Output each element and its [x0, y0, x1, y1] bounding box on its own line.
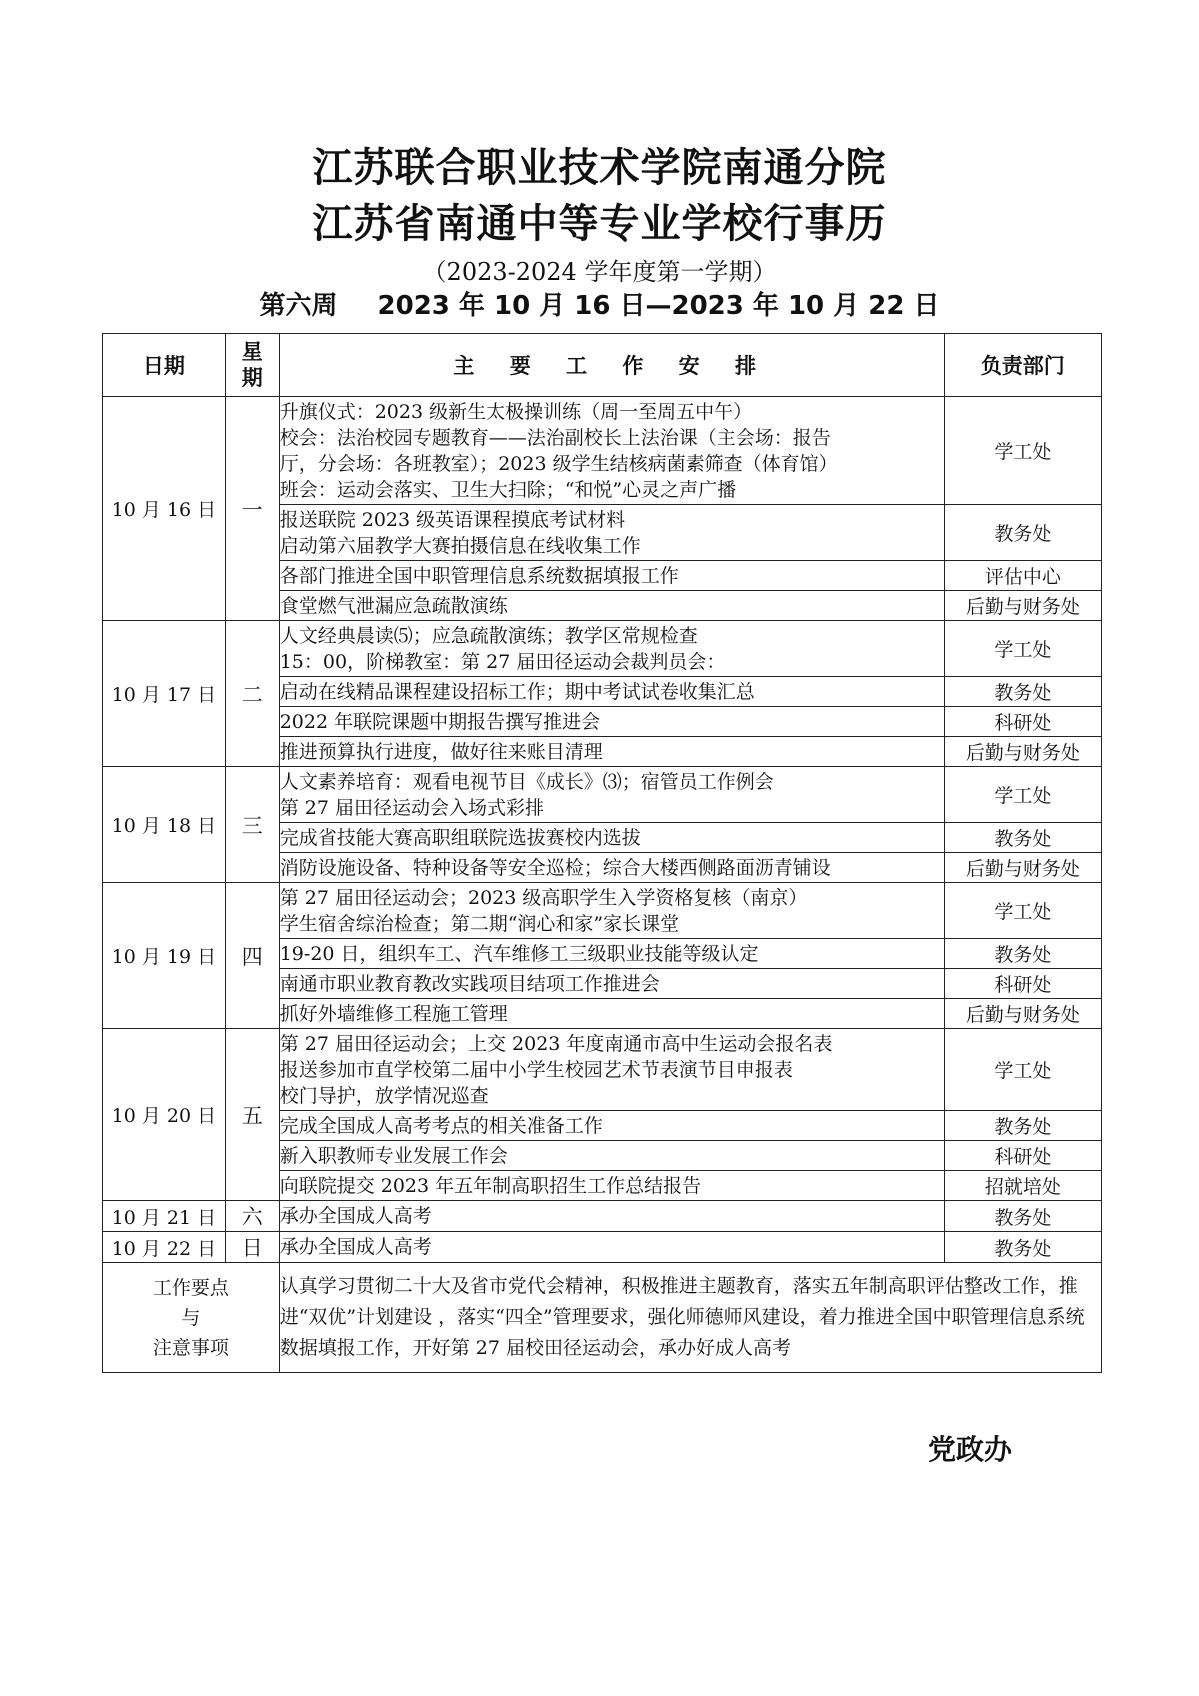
responsible-dept: 后勤与财务处 — [944, 591, 1101, 621]
header-weekday — [225, 334, 279, 397]
week-label: 第六周 — [259, 291, 338, 321]
work-item — [279, 1201, 944, 1232]
responsible-dept: 教务处 — [944, 823, 1101, 853]
notes-row — [103, 1263, 1102, 1373]
responsible-dept: 后勤与财务处 — [944, 853, 1101, 883]
day-date: 10 月 19 日 — [103, 883, 226, 1029]
work-item — [279, 677, 944, 707]
work-line: 2022 年联院课题中期报告撰写推进会 — [279, 710, 601, 733]
table-row — [103, 767, 1102, 823]
work-line: 人文经典晨读⑸；应急疏散演练；教学区常规检查 — [279, 624, 698, 647]
day-date: 10 月 18 日 — [103, 767, 226, 883]
work-line: 19-20 日，组织车工、汽车维修工三级职业技能等级认定 — [279, 942, 759, 965]
work-line: 推进预算执行进度，做好往来账目清理 — [279, 740, 603, 763]
work-item — [279, 737, 944, 767]
day-weekday: 三 — [225, 767, 279, 883]
responsible-dept: 科研处 — [944, 707, 1101, 737]
day-weekday: 四 — [225, 883, 279, 1029]
work-line: 第 27 届田径运动会；2023 级高职学生入学资格复核（南京） — [279, 886, 808, 909]
responsible-dept: 学工处 — [944, 621, 1101, 677]
table-row — [103, 1232, 1102, 1263]
header-weekday-line2: 期 — [241, 366, 263, 390]
week-range: 2023 年 10 月 16 日—2023 年 10 月 22 日 — [377, 291, 940, 321]
responsible-dept: 教务处 — [944, 1201, 1101, 1232]
day-weekday: 六 — [225, 1201, 279, 1232]
work-item — [279, 505, 944, 561]
work-item — [279, 707, 944, 737]
work-item — [279, 1171, 944, 1201]
responsible-dept: 科研处 — [944, 969, 1101, 999]
work-item — [279, 883, 944, 939]
header — [0, 140, 1199, 324]
work-line: 各部门推进全国中职管理信息系统数据填报工作 — [279, 564, 679, 587]
work-line: 抓好外墙维修工程施工管理 — [279, 1002, 508, 1025]
header-work: 主 要 工 作 安 排 — [279, 334, 944, 397]
work-line: 学生宿舍综治检查；第二期“润心和家”家长课堂 — [279, 912, 680, 935]
work-item — [279, 1141, 944, 1171]
table-row — [103, 1029, 1102, 1111]
work-line: 消防设施设备、特种设备等安全巡检；综合大楼西侧路面沥青铺设 — [279, 856, 831, 879]
schedule-body — [103, 397, 1102, 1263]
day-date: 10 月 21 日 — [103, 1201, 226, 1232]
notes-label — [103, 1263, 280, 1373]
responsible-dept: 后勤与财务处 — [944, 737, 1101, 767]
responsible-dept: 教务处 — [944, 677, 1101, 707]
responsible-dept: 招就培处 — [944, 1171, 1101, 1201]
work-line: 完成全国成人高考考点的相关准备工作 — [279, 1114, 603, 1137]
work-line: 报送联院 2023 级英语课程摸底考试材料 — [279, 508, 626, 531]
day-weekday: 五 — [225, 1029, 279, 1201]
work-line: 向联院提交 2023 年五年制高职招生工作总结报告 — [279, 1174, 702, 1197]
notes-label-line: 工作要点 — [152, 1276, 229, 1299]
day-weekday: 一 — [225, 397, 279, 621]
table-header-row — [103, 334, 1102, 397]
work-line: 校门导护，放学情况巡查 — [279, 1084, 489, 1107]
work-item — [279, 969, 944, 999]
notes-label-line: 注意事项 — [152, 1336, 229, 1359]
day-date: 10 月 17 日 — [103, 621, 226, 767]
notes-text: 认真学习贯彻二十大及省市党代会精神，积极推进主题教育，落实五年制高职评估整改工作，推进“双优”计划建设 ，落实“四全”管理要求，强化师德师风建设，着力推进全国中职管理信息系统数据填报工作，开好第 27 届校田径运动会，承办好成人高考 — [279, 1263, 1101, 1373]
work-item — [279, 1111, 944, 1141]
work-item — [279, 1029, 944, 1111]
header-dept: 负责部门 — [944, 334, 1101, 397]
responsible-dept: 学工处 — [944, 1029, 1101, 1111]
responsible-dept: 教务处 — [944, 939, 1101, 969]
work-line: 校会：法治校园专题教育——法治副校长上法治课（主会场：报告 — [279, 426, 831, 449]
work-line: 班会：运动会落实、卫生大扫除；“和悦”心灵之声广播 — [279, 478, 737, 501]
work-line: 启动在线精品课程建设招标工作；期中考试试卷收集汇总 — [279, 680, 755, 703]
day-date: 10 月 20 日 — [103, 1029, 226, 1201]
work-item — [279, 397, 944, 505]
signature: 党政办 — [928, 1433, 1013, 1466]
day-weekday: 二 — [225, 621, 279, 767]
header-weekday-line1: 星 — [241, 340, 263, 364]
table-row — [103, 883, 1102, 939]
responsible-dept: 教务处 — [944, 1232, 1101, 1263]
table-row — [103, 1201, 1102, 1232]
work-item — [279, 823, 944, 853]
schedule-table — [102, 333, 1102, 1373]
work-item — [279, 621, 944, 677]
work-item — [279, 561, 944, 591]
title-line-1: 江苏联合职业技术学院南通分院 — [312, 145, 887, 191]
day-date: 10 月 22 日 — [103, 1232, 226, 1263]
responsible-dept: 学工处 — [944, 767, 1101, 823]
work-line: 第 27 届田径运动会入场式彩排 — [279, 796, 544, 819]
table-row — [103, 397, 1102, 505]
work-item — [279, 853, 944, 883]
work-line: 新入职教师专业发展工作会 — [279, 1144, 508, 1167]
table-row — [103, 621, 1102, 677]
responsible-dept: 学工处 — [944, 397, 1101, 505]
work-line: 启动第六届教学大赛拍摄信息在线收集工作 — [279, 534, 641, 557]
responsible-dept: 学工处 — [944, 883, 1101, 939]
day-date: 10 月 16 日 — [103, 397, 226, 621]
work-item — [279, 1232, 944, 1263]
work-line: 完成省技能大赛高职组联院选拔赛校内选拔 — [279, 826, 641, 849]
week-line — [0, 288, 1199, 324]
notes-label-line: 与 — [181, 1306, 201, 1329]
semester-subtitle: （2023-2024 学年度第一学期） — [422, 258, 777, 286]
work-line: 南通市职业教育教改实践项目结项工作推进会 — [279, 972, 660, 995]
work-item — [279, 999, 944, 1029]
responsible-dept: 教务处 — [944, 505, 1101, 561]
work-line: 食堂燃气泄漏应急疏散演练 — [279, 594, 508, 617]
work-item — [279, 939, 944, 969]
work-line: 第 27 届田径运动会；上交 2023 年度南通市高中生运动会报名表 — [279, 1032, 833, 1055]
work-line: 承办全国成人高考 — [279, 1236, 432, 1258]
responsible-dept: 评估中心 — [944, 561, 1101, 591]
work-line: 厅，分会场：各班教室）；2023 级学生结核病菌素筛查（体育馆） — [279, 452, 838, 475]
work-item — [279, 591, 944, 621]
work-line: 升旗仪式：2023 级新生太极操训练（周一至周五中午） — [279, 400, 753, 423]
header-date: 日期 — [103, 334, 226, 397]
responsible-dept: 教务处 — [944, 1111, 1101, 1141]
responsible-dept: 后勤与财务处 — [944, 999, 1101, 1029]
work-line: 15：00，阶梯教室：第 27 届田径运动会裁判员会： — [279, 650, 726, 673]
day-weekday: 日 — [225, 1232, 279, 1263]
work-line: 人文素养培育：观看电视节目《成长》⑶；宿管员工作例会 — [279, 770, 774, 793]
work-item — [279, 767, 944, 823]
title-line-2: 江苏省南通中等专业学校行事历 — [312, 201, 887, 247]
work-line: 承办全国成人高考 — [279, 1205, 432, 1227]
responsible-dept: 科研处 — [944, 1141, 1101, 1171]
work-line: 报送参加市直学校第二届中小学生校园艺术节表演节目申报表 — [279, 1058, 793, 1081]
